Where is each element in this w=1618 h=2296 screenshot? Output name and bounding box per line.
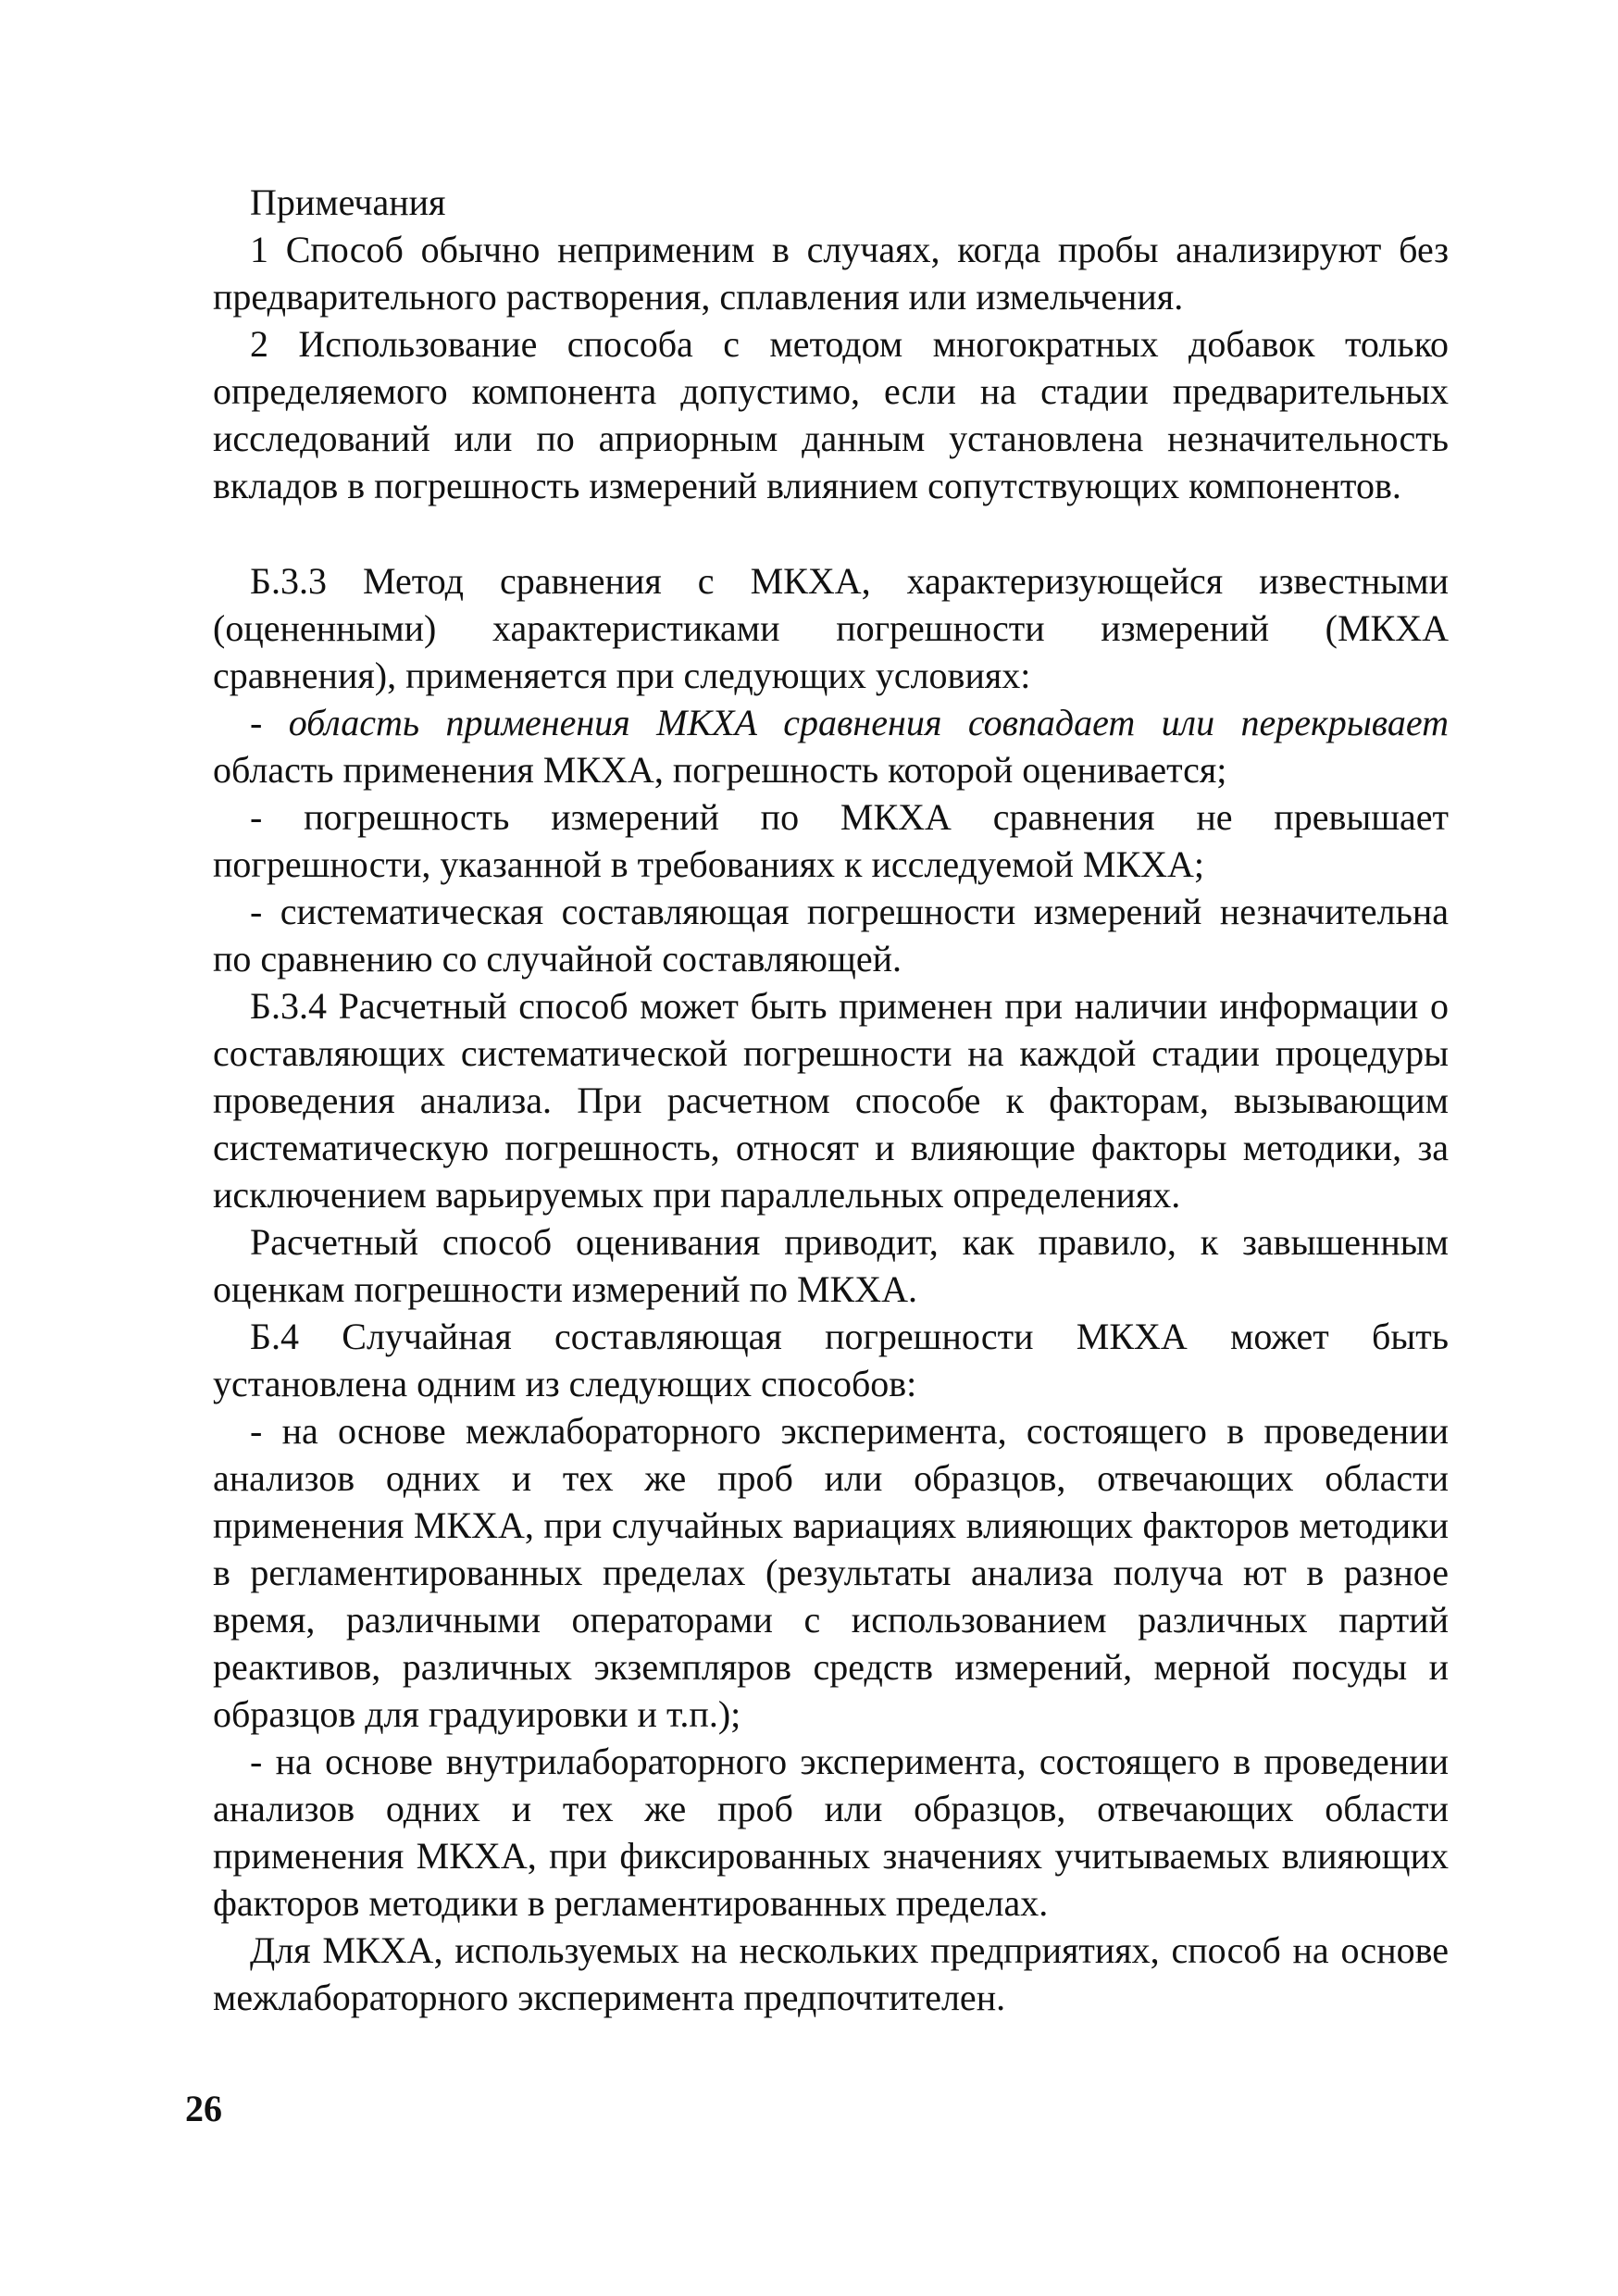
section-b34-estimate: Расчетный способ оценивания приводит, как правило, к завышенным оценкам погрешности измерений по МКХА. [213, 1221, 1449, 1310]
section-b4-preference: Для МКХА, используемых на нескольких предприятиях, способ на основе межлабораторного эксперимента предпочтителен. [213, 1929, 1449, 2018]
section-b34-text: Б.3.4 Расчетный способ может быть применен при наличии информации о составляющих систематической погрешности на каждой стадии процедуры проведения анализа. При расчетном способе к факторам, вызывающим систематическую погрешность, относят и влияющие факторы методики, за исключением варьируемых при параллельных определениях. [213, 985, 1449, 1216]
section-b4-way-1: - на основе межлабораторного эксперимента, состоящего в проведении анализов одних и тех же проб или образцов, отвечающих области применения МКХА, при случайных вариациях влияющих факторов методики в регламентированных пределах (результаты анализа получа ют в разное время, различными операторами с использованием различных партий реактивов, различных экземпляров средств измерений, мерной посуды и образцов для градуировки и т.п.); [213, 1410, 1449, 1735]
page-number: 26 [185, 2088, 222, 2129]
section-gap [213, 509, 1449, 557]
document-body [213, 179, 1449, 2021]
section-b4-intro: Б.4 Случайная составляющая погрешности МКХА может быть установлена одним из следующих способов: [213, 1316, 1449, 1404]
section-b4-way-2: - на основе внутрилабораторного эксперимента, состоящего в проведении анализов одних и тех же проб или образцов, отвечающих области применения МКХА, при фиксированных значениях учитываемых влияющих факторов методики в регламентированных пределах. [213, 1741, 1449, 1924]
note-1: 1 Способ обычно неприменим в случаях, когда пробы анализируют без предварительного растворения, сплавления или измельчения. [213, 229, 1449, 318]
condition-1-rest: область применения МКХА, погрешность которой оценивается; [213, 749, 1227, 791]
section-b33-intro: Б.3.3 Метод сравнения с МКХА, характеризующейся известными (оцененными) характеристиками погрешности измерений (МКХА сравнения), применяется при следующих условиях: [213, 560, 1449, 696]
section-b33-condition-3: - систематическая составляющая погрешности измерений незначительна по сравнению со случайной составляющей. [213, 891, 1449, 980]
notes-heading: Примечания [250, 181, 446, 223]
section-b33-condition-2: - погрешность измерений по МКХА сравнения не превышает погрешности, указанной в требованиях к исследуемой МКХА; [213, 796, 1449, 885]
condition-1-italic: - область применения МКХА сравнения совпадает или перекрывает [250, 702, 1449, 743]
section-b33-condition-1 [213, 699, 1449, 793]
note-2: 2 Использование способа с методом многократных добавок только определяемого компонента допустимо, если на стадии предварительных исследований или по априорным данным установлена незначительность вкладов в погрешность измерений влиянием сопутствующих компонентов. [213, 323, 1449, 506]
